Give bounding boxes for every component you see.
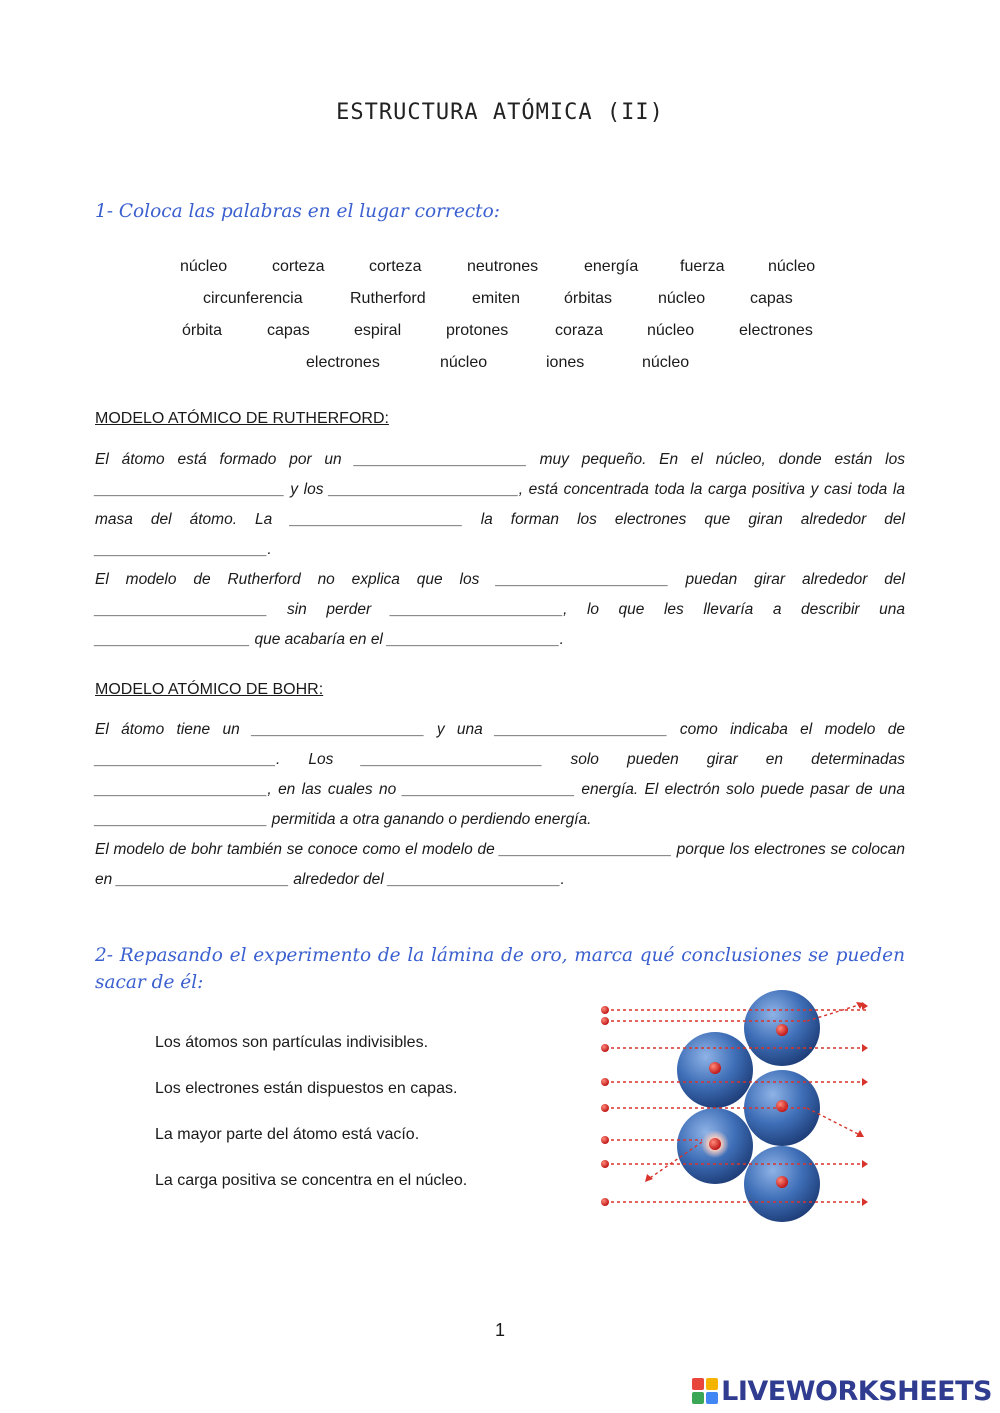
rutherford-text [95,445,905,655]
word-chip[interactable]: electrones [306,354,380,371]
word-chip[interactable]: núcleo [658,290,706,307]
word-chip[interactable]: núcleo [180,258,228,275]
word-chip[interactable]: núcleo [642,354,690,371]
liveworksheets-logo-icon [692,1378,718,1404]
word-chip[interactable]: Rutherford [350,290,426,307]
page-number: 1 [494,1320,505,1340]
word-chip[interactable]: iones [546,354,585,371]
word-chip[interactable]: neutrones [467,258,539,275]
brand-name: LIVEWORKSHEETS [721,1375,992,1407]
rutherford-section-title: MODELO ATÓMICO DE RUTHERFORD: [95,410,389,427]
rutherford-paragraph-2: El modelo de Rutherford no explica que los ____________________ puedan girar alrededor del ____________________ sin perder ____________________, lo que les llevaría a describir una __________________ que acabaría en el ____________________. [95,571,905,648]
word-chip[interactable]: capas [750,290,793,307]
word-chip[interactable]: electrones [739,322,813,339]
liveworksheets-logo [692,1375,992,1407]
gold-atom-spheres [677,990,820,1222]
bohr-section-title: MODELO ATÓMICO DE BOHR: [95,681,324,698]
word-bank-row [0,290,1000,322]
word-chip[interactable]: corteza [272,258,325,275]
word-chip[interactable]: núcleo [647,322,695,339]
conclusion-options [155,1030,467,1214]
word-chip[interactable]: coraza [555,322,604,339]
word-chip[interactable]: protones [446,322,509,339]
word-bank-row [0,322,1000,354]
question-2-heading: 2- Repasando el experimento de la lámina de oro, marca qué conclusiones se pueden sacar de él: [95,945,905,993]
word-chip[interactable]: capas [267,322,310,339]
conclusion-option[interactable]: La mayor parte del átomo está vacío. [155,1126,420,1143]
word-chip[interactable]: energía [584,258,639,275]
conclusion-option[interactable]: Los electrones están dispuestos en capas. [155,1080,458,1097]
word-chip[interactable]: núcleo [440,354,488,371]
bohr-text [95,715,905,895]
word-bank-row [0,258,1000,290]
conclusion-option[interactable]: Los átomos son partículas indivisibles. [155,1034,429,1051]
rutherford-paragraph-1: El átomo está formado por un ____________________ muy pequeño. En el núcleo, donde están los ______________________ y los ______________________, está concentrada toda la carga positiva y casi toda la masa del átomo. La ____________________ la forman los electrones que giran alrededor del ____________________. [95,451,905,558]
gold-foil-experiment-illustration [592,988,882,1224]
word-chip[interactable]: espiral [354,322,402,339]
word-chip[interactable]: núcleo [768,258,816,275]
alpha-particle-sources [601,1006,609,1206]
bohr-paragraph-1: El átomo tiene un ____________________ y una ____________________ como indicaba el modelo de _____________________. Los _____________________ solo pueden girar en determinadas ____________________, en las cuales no ____________________ energía. El electrón solo puede pasar de una ____________________ permitida a otra ganando o perdiendo energía. [95,721,905,828]
word-chip[interactable]: corteza [369,258,422,275]
word-bank-row [0,354,1000,386]
word-chip[interactable]: emiten [472,290,521,307]
word-chip[interactable]: órbitas [564,290,613,307]
word-chip[interactable]: órbita [182,322,223,339]
bohr-paragraph-2: El modelo de bohr también se conoce como el modelo de ____________________ porque los electrones se colocan en ____________________ alrededor del ____________________. [95,841,905,888]
conclusion-option[interactable]: La carga positiva se concentra en el núcleo. [155,1172,468,1189]
word-chip[interactable]: circunferencia [203,290,303,307]
word-chip[interactable]: fuerza [680,258,725,275]
question-1-heading: 1- Coloca las palabras en el lugar correcto: [95,201,500,222]
page-title: ESTRUCTURA ATÓMICA (II) [336,100,664,125]
